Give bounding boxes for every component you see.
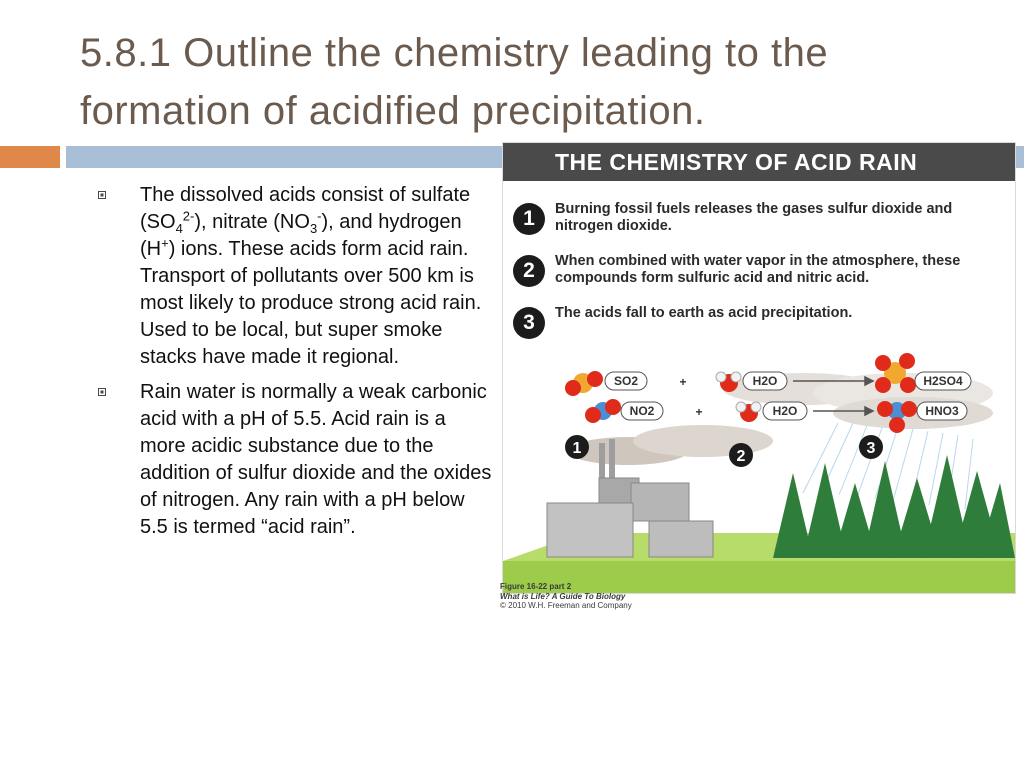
slide-title-line-1: 5.8.1 Outline the chemistry leading to the xyxy=(80,31,829,75)
figure-step-1 xyxy=(509,199,1009,243)
figure-step-3 xyxy=(509,303,1009,347)
slide-title xyxy=(80,24,980,140)
scene-number: 2 xyxy=(736,448,746,465)
slide-title-line-2: formation of acidified precipitation. xyxy=(80,89,706,133)
plus-sign: + xyxy=(695,405,703,419)
step-text: The acids fall to earth as acid precipitation. xyxy=(555,305,853,321)
plus-sign: + xyxy=(679,375,687,389)
step-number-badge: 3 xyxy=(513,307,545,339)
step-text: Burning fossil fuels releases the gases sulfur dioxide and nitrogen dioxide. xyxy=(555,201,953,234)
bullet-text: The dissolved acids consist of sulfate $(SO_4^{2-})$, nitrate $(NO_3^-)$, and hydrogen (H+) ions. These acids form acid rain. Transport of pollutants over 500 km is most likely to produce strong acid rain. Used to be local, but super smoke stacks have made it regional. xyxy=(140,184,482,368)
step-text: When combined with water vapor in the atmosphere, these compounds form sulfuric acid and nitric acid. xyxy=(555,253,961,286)
formula-hno3: HNO3 xyxy=(925,404,959,418)
bullet-item xyxy=(96,182,496,371)
accent-bar-orange xyxy=(0,146,60,168)
bullet-square-icon xyxy=(98,388,106,396)
caption-line-1: Figure 16-22 part 2 xyxy=(500,582,572,591)
caption-line-3: © 2010 W.H. Freeman and Company xyxy=(500,601,632,610)
forest xyxy=(773,455,1015,558)
bullet-text: Rain water is normally a weak carbonic acid with a pH of 5.5. Acid rain is a more acidic substance due to the addition of sulfur dioxide and the oxides of nitrogen. Any rain with a pH below 5.5 is termed “acid rain”. xyxy=(140,381,492,538)
formula-no2: NO2 xyxy=(629,404,655,418)
figure-header: THE CHEMISTRY OF ACID RAIN xyxy=(503,143,1015,181)
so2-molecule xyxy=(565,371,603,396)
formula-so2: SO2 xyxy=(613,374,639,388)
bullet-item xyxy=(96,379,496,541)
formula-h2o: H2O xyxy=(772,404,798,418)
acid-rain-figure xyxy=(502,142,1016,594)
figure-step-2 xyxy=(509,251,1009,295)
bullet-square-icon xyxy=(98,191,106,199)
figure-caption xyxy=(500,582,760,611)
step-number-badge: 2 xyxy=(513,255,545,287)
acid-rain-scene xyxy=(503,343,1015,593)
caption-line-2: What is Life? A Guide To Biology xyxy=(500,591,626,601)
h2o-molecule xyxy=(736,402,761,422)
formula-h2so4: H2SO4 xyxy=(923,374,963,388)
no2-molecule xyxy=(585,399,621,423)
step-number-badge: 1 xyxy=(513,203,545,235)
scene-number: 1 xyxy=(572,440,582,457)
scene-number: 3 xyxy=(866,440,876,457)
formula-h2o: H2O xyxy=(752,374,778,388)
bullet-list xyxy=(96,182,496,549)
